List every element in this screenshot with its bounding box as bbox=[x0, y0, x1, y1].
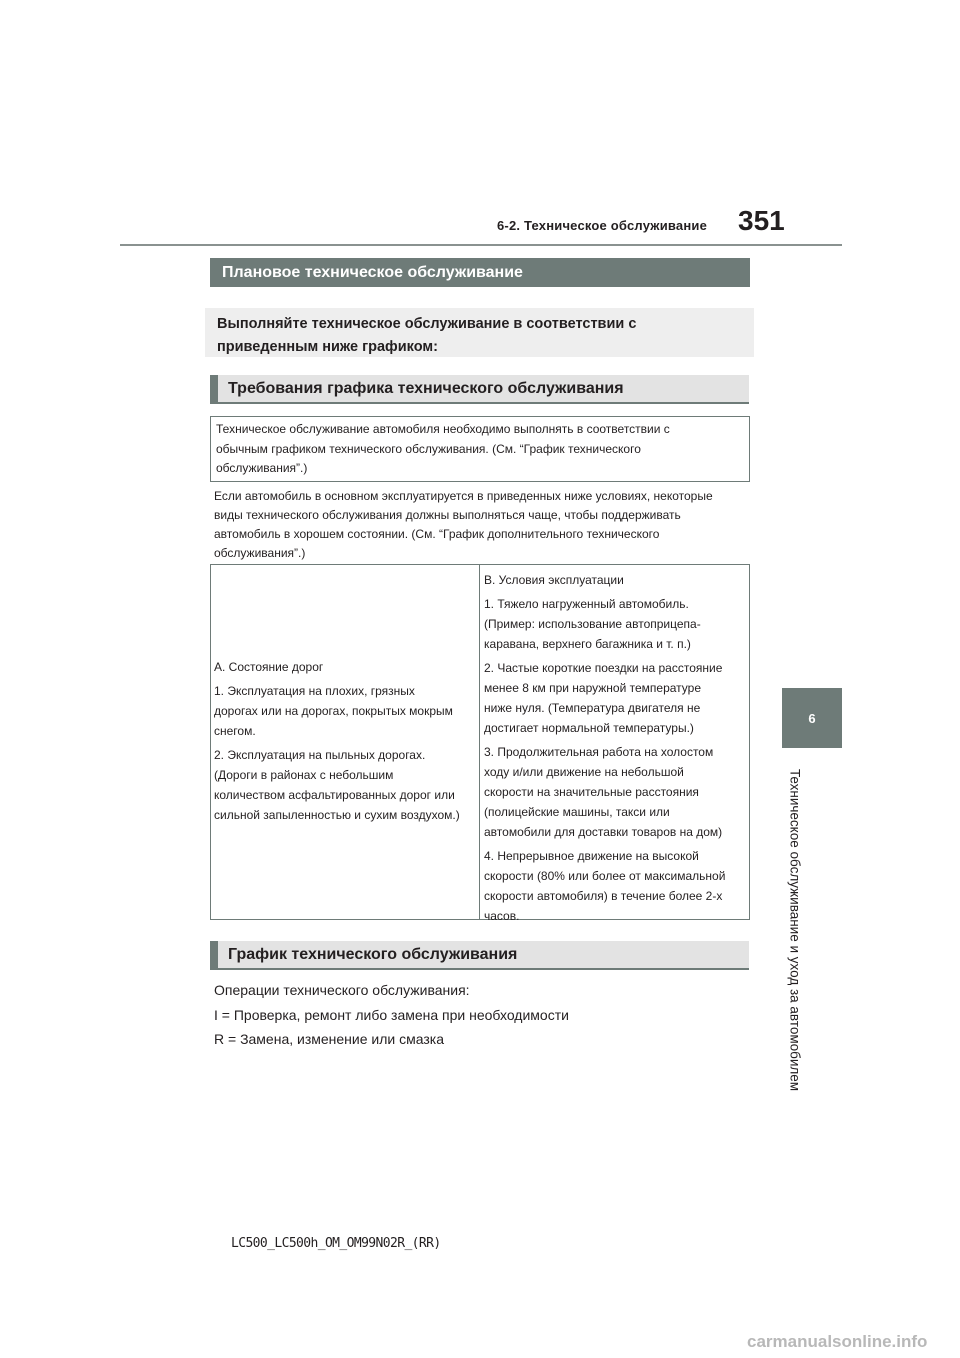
chapter-side-title-text: Техническое обслуживание и уход за автомобилем bbox=[787, 768, 803, 1092]
road-conditions-cell bbox=[214, 657, 476, 829]
watermark: carmanualsonline.info bbox=[747, 1332, 928, 1351]
heading-scheduled-maintenance: Плановое техническое обслуживание bbox=[210, 258, 750, 287]
legend-replace: R = Замена, изменение или смазка bbox=[214, 1031, 445, 1047]
paragraph-line: Если автомобиль в основном эксплуатируется в приведенных ниже условиях, некоторые bbox=[214, 489, 713, 503]
road-condition-item: 1. Эксплуатация на плохих, грязных дорогах или на дорогах, покрытых мокрым снегом. bbox=[214, 684, 453, 738]
intro-line: Выполняйте техническое обслуживание в соответствии с bbox=[217, 316, 637, 332]
operations-label: Операции технического обслуживания: bbox=[214, 982, 470, 998]
usage-condition-item: 1. Тяжело нагруженный автомобиль. (Пример: использование автоприцепа- каравана, верхнего багажника и т. п.) bbox=[484, 597, 701, 651]
note-line: обычным графиком технического обслуживания. (См. “График технического bbox=[216, 441, 641, 456]
paragraph-line: обслуживания”.) bbox=[214, 546, 306, 560]
section-title: 6-2. Техническое обслуживание bbox=[497, 218, 708, 233]
usage-conditions-title: B. Условия эксплуатации bbox=[484, 573, 624, 587]
heading-maintenance-schedule: График технического обслуживания bbox=[210, 941, 749, 970]
usage-conditions-cell bbox=[484, 570, 746, 930]
paragraph-line: виды технического обслуживания должны выполняться чаще, чтобы поддерживать bbox=[214, 508, 681, 522]
intro-line: приведенным ниже графиком: bbox=[217, 339, 438, 355]
usage-condition-item: 4. Непрерывное движение на высокой скорости (80% или более от максимальной скорости автомобиля) в течение более 2-х часов. bbox=[484, 849, 726, 923]
usage-condition-item: 3. Продолжительная работа на холостом ходу и/или движение на небольшой скорости на значительные расстояния (полицейские машины, такси или автомобили для доставки товаров на дом) bbox=[484, 745, 723, 839]
note-line: Техническое обслуживание автомобиля необходимо выполнять в соответствии с bbox=[216, 422, 670, 436]
intro-box bbox=[205, 308, 754, 357]
heading-requirements: Требования графика технического обслуживания bbox=[210, 375, 749, 404]
conditions-table bbox=[210, 564, 750, 923]
page-number: 351 bbox=[738, 205, 785, 236]
paragraph-line: автомобиль в хорошем состоянии. (См. “График дополнительного технического bbox=[214, 527, 660, 541]
document-code: LC500_LC500h_OM_OM99N02R_(RR) bbox=[231, 1236, 441, 1251]
road-condition-item: 2. Эксплуатация на пыльных дорогах. (Дороги в районах с небольшим количеством асфальтированных дорог или сильной запыленностью и сухим воздухом.) bbox=[214, 748, 460, 822]
note-box bbox=[210, 416, 750, 482]
header-divider bbox=[120, 244, 842, 246]
table-column-divider bbox=[479, 565, 480, 919]
chapter-side-title bbox=[774, 760, 816, 1100]
road-conditions-title: A. Состояние дорог bbox=[214, 660, 324, 674]
legend-inspect: I = Проверка, ремонт либо замена при необходимости bbox=[214, 1006, 569, 1023]
note-line: обслуживания”.) bbox=[216, 461, 308, 475]
chapter-tab: 6 bbox=[782, 688, 842, 748]
usage-condition-item: 2. Частые короткие поездки на расстояние менее 8 км при наружной температуре ниже нуля. (Температура двигателя не достигает нормальной температуры.) bbox=[484, 661, 723, 735]
operations-legend bbox=[214, 978, 569, 1052]
conditions-paragraph bbox=[214, 487, 750, 563]
